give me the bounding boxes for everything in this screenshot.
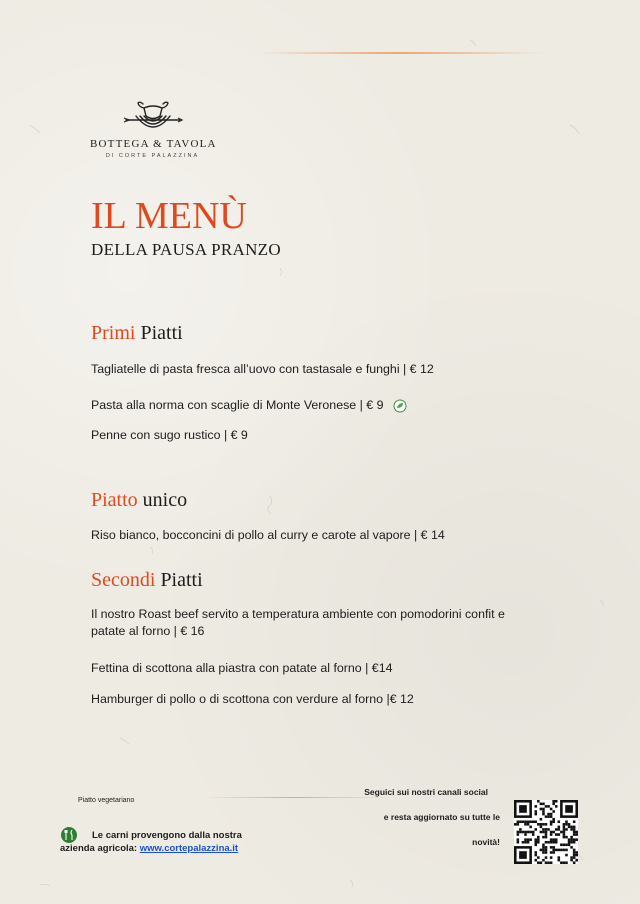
section-heading-rest: Piatti: [135, 322, 183, 344]
farm-note-line2: [60, 842, 242, 855]
vegetarian-leaf-icon: [393, 399, 407, 413]
qr-code-icon[interactable]: [514, 800, 578, 864]
menu-item-text: Pasta alla norma con scaglie di Monte Veronese | € 9: [91, 398, 384, 412]
vegetarian-caption: Piatto vegetariano: [78, 797, 135, 804]
section-heading-accent: Piatto: [91, 489, 138, 511]
menu-item: Tagliatelle di pasta fresca all’uovo con tastasale e funghi | € 12: [91, 362, 434, 376]
menu-item-vegetarian: [91, 397, 407, 414]
menu-item: Riso bianco, bocconcini di pollo al curry e carote al vapore | € 14: [91, 528, 445, 542]
footer-divider: [200, 797, 390, 798]
page-title: IL MENÙ: [91, 195, 247, 237]
social-line-2: e resta aggiornato su tutte le: [383, 812, 500, 822]
section-heading-primi: [91, 322, 183, 345]
section-heading-rest: unico: [137, 489, 188, 511]
brand-name: BOTTEGA & TAVOLA: [90, 138, 217, 150]
menu-item: Il nostro Roast beef servito a temperatura ambiente con pomodorini confit e patate al forno | € 16: [91, 607, 505, 638]
menu-item: Penne con sugo rustico | € 9: [91, 428, 248, 442]
menu-item: Fettina di scottona alla piastra con patate al forno | €14: [91, 661, 393, 675]
farm-note-line1: Le carni provengono dalla nostra: [92, 830, 242, 841]
page-subtitle: DELLA PAUSA PRANZO: [91, 240, 281, 259]
top-divider: [255, 52, 545, 54]
social-line-3: novità!: [472, 837, 500, 847]
section-heading-accent: Primi: [91, 322, 136, 344]
brand-subname: DI CORTE PALAZZINA: [105, 153, 200, 159]
brand-logo: [90, 98, 215, 168]
section-heading-secondi: [91, 569, 203, 592]
section-heading-rest: Piatti: [155, 569, 203, 591]
section-heading-unico: [91, 489, 187, 512]
bull-head-logo-icon: [122, 98, 184, 136]
farm-website-link[interactable]: www.cortepalazzina.it: [139, 843, 239, 854]
menu-item: Hamburger di pollo o di scottona con verdure al forno |€ 12: [91, 692, 414, 706]
farm-note-prefix: azienda agricola:: [60, 843, 140, 854]
farm-note: [60, 829, 242, 855]
section-heading-accent: Secondi: [91, 569, 156, 591]
social-line-1: Seguici sui nostri canali social: [364, 787, 488, 797]
